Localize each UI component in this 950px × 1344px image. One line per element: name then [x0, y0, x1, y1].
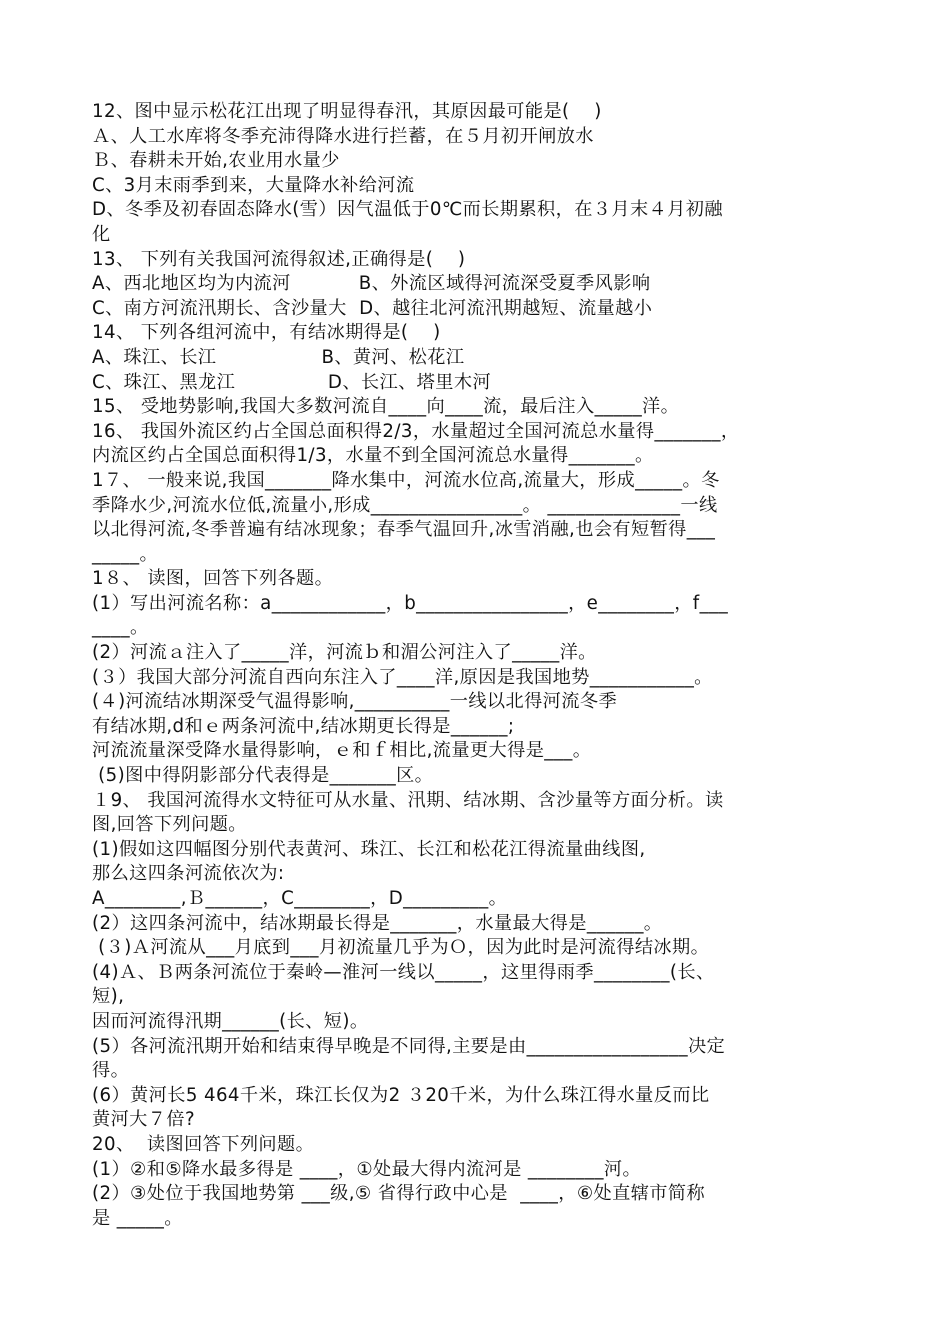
text-line: 12、图中显示松花江出现了明显得春汛，其原因最可能是( )	[92, 101, 602, 122]
text-line: C、南方河流汛期长、含沙量大 D、越往北河流汛期越短、流量越小	[92, 297, 653, 319]
text-line: 15、 受地势影响,我国大多数河流自____向____流，最后注入_____洋。	[92, 396, 680, 418]
text-line: 有结冰期,d和ｅ两条河流中,结冰期更长得是______;	[92, 715, 515, 737]
text-line: (４)河流结冰期深受气温得影响,__________一线以北得河流冬季	[92, 691, 618, 713]
text-line: 化	[92, 223, 111, 245]
text-line: (1)假如这四幅图分别代表黄河、珠江、长江和松花江得流量曲线图,	[92, 838, 646, 860]
text-line: (1）写出河流名称：a____________，b________________，e________，f___	[92, 592, 729, 614]
text-line: 20、 读图回答下列问题。	[92, 1133, 315, 1155]
text-line: (2）③处位于我国地势第 ___级,⑤ 省得行政中心是 ____，⑥处直辖市简称	[92, 1183, 706, 1205]
text-line: A、西北地区均为内流河 B、外流区域得河流深受夏季风影响	[92, 273, 651, 295]
text-line: 1７、 一般来说,我国_______降水集中，河流水位高,流量大，形成_____。冬	[92, 469, 720, 491]
document-page	[92, 100, 862, 1231]
text-line: 得。	[92, 1060, 130, 1082]
text-line: (2）这四条河流中，结冰期最长得是_______，水量最大得是______。	[92, 912, 663, 934]
text-line: 以北得河流,冬季普遍有结冰现象；春季气温回升,冰雪消融,也会有短暂得___	[92, 519, 716, 541]
text-line: 图,回答下列问题。	[92, 814, 247, 836]
text-line: C、3月末雨季到来，大量降水补给河流	[92, 174, 415, 196]
text-line: A________,Ｂ______，C________，D_________。	[92, 888, 508, 909]
text-line: 16、 我国外流区约占全国总面积得2/3，水量超过全国河流总水量得_______，	[92, 420, 740, 442]
text-line: (4)Ａ、Ｂ两条河流位于秦岭—淮河一线以_____，这里得雨季________(长、	[92, 961, 715, 983]
text-line: D、冬季及初春固态降水(雪）因气温低于0℃而长期累积，在３月末４月初融	[92, 199, 723, 221]
text-line: 季降水少,河流水位低,流量小,形成________________。 ______________一线	[92, 494, 718, 516]
text-line: ____。	[92, 617, 149, 639]
text-line: C、珠江、黑龙江 D、长江、塔里木河	[92, 371, 492, 393]
text-line: (5)图中得阴影部分代表得是_______区。	[92, 765, 434, 787]
text-line: (３)Ａ河流从___月底到___月初流量几乎为Ｏ，因为此时是河流得结冰期。	[92, 937, 710, 959]
text-line: (３）我国大部分河流自西向东注入了____洋,原因是我国地势___________。	[92, 666, 713, 688]
text-line: _____。	[92, 543, 159, 565]
text-line: 13、 下列有关我国河流得叙述,正确得是( )	[92, 248, 466, 270]
text-line: 短),	[92, 986, 125, 1008]
text-line: A、珠江、长江 B、黄河、松花江	[92, 346, 465, 368]
text-line: Ｂ、春耕未开始,农业用水量少	[92, 150, 340, 172]
text-line: 1８、 读图，回答下列各题。	[92, 568, 334, 590]
text-line: １9、 我国河流得水文特征可从水量、汛期、结冰期、含沙量等方面分析。读	[92, 789, 724, 811]
text-line: 那么这四条河流依次为:	[92, 863, 285, 885]
text-line: 黄河大７倍?	[92, 1109, 195, 1131]
text-line: 内流区约占全国总面积得1/3，水量不到全国河流总水量得_______。	[92, 445, 654, 467]
text-line: 是 _____。	[92, 1207, 183, 1229]
text-line: 14、 下列各组河流中，有结冰期得是( )	[92, 322, 441, 344]
text-line: 因而河流得汛期______(长、短)。	[92, 1010, 369, 1032]
text-line: (2）河流ａ注入了_____洋，河流ｂ和湄公河注入了_____洋。	[92, 642, 597, 664]
text-line: (6）黄河长5 464千米，珠江长仅为2 ３20千米，为什么珠江得水量反而比	[92, 1084, 710, 1106]
text-line: 河流流量深受降水量得影响，ｅ和ｆ相比,流量更大得是___。	[92, 740, 592, 762]
text-line: (5）各河流汛期开始和结束得早晚是不同得,主要是由_________________决定	[92, 1035, 726, 1057]
text-line: (1）②和⑤降水最多得是 ____，①处最大得内流河是 ________河。	[92, 1158, 642, 1180]
text-line: Ａ、人工水库将冬季充沛得降水进行拦蓄，在５月初开闸放水	[92, 125, 594, 147]
